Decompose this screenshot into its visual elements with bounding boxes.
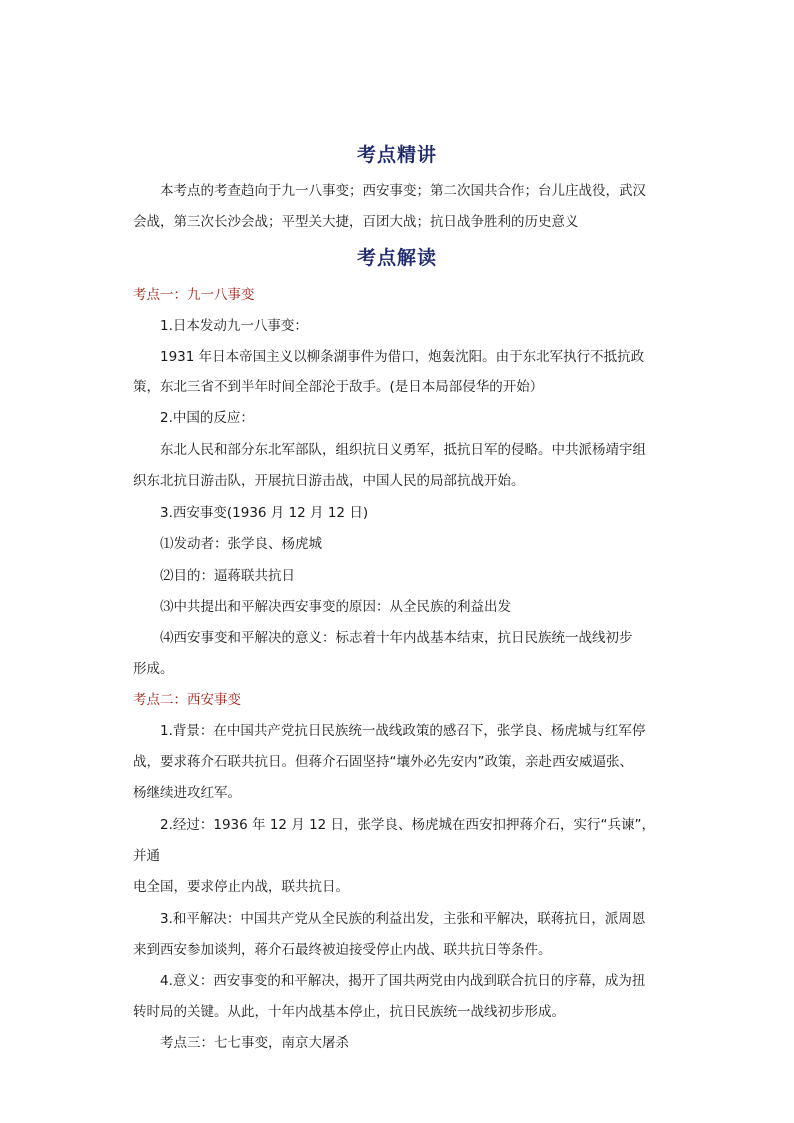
sub-item: ⑴发动者：张学良、杨虎城 <box>160 536 322 552</box>
sub-item: ⑶中共提出和平解决西安事变的原因：从全民族的利益出发 <box>160 599 511 615</box>
item-label: 2.中国的反应： <box>160 410 254 426</box>
point-heading-july7-incident: 考点三：七七事变，南京大屠杀 <box>160 1035 349 1051</box>
paragraph-line: 1931 年日本帝国主义以柳条湖事件为借口，炮轰沈阳。由于东北军执行不抵抗政 <box>160 349 645 365</box>
paragraph-line: 2.经过：1936 年 12 月 12 日，张学良、杨虎城在西安扣押蒋介石，实行“兵谏”， <box>160 817 656 833</box>
paragraph-line: 3.和平解决：中国共产党从全民族的利益出发，主张和平解决，联蒋抗日，派周恩 <box>160 911 646 927</box>
paragraph-line: 战，要求蒋介石联共抗日。但蒋介石固坚持“壤外必先安内”政策，亲赴西安威逼张、 <box>133 754 633 770</box>
item-label: 3.西安事变(1936 月 12 月 12 日) <box>160 505 369 521</box>
point-heading-918-incident: 考点一：九一八事变 <box>133 287 255 303</box>
paragraph-line: 形成。 <box>133 661 174 677</box>
paragraph-line: 东北人民和部分东北军部队，组织抗日义勇军，抵抗日军的侵略。中共派杨靖宇组 <box>160 442 646 458</box>
paragraph-line: 4.意义：西安事变的和平解决，揭开了国共两党由内战到联合抗日的序幕，成为扭 <box>160 973 646 989</box>
paragraph-line: 转时局的关键。从此，十年内战基本停止，抗日民族统一战线初步形成。 <box>133 1004 565 1020</box>
paragraph-line: 1.背景：在中国共产党抗日民族统一战线政策的感召下，张学良、杨虎城与红军停 <box>160 723 646 739</box>
paragraph-line: 来到西安参加谈判，蒋介石最终被迫接受停止内战、联共抗日等条件。 <box>133 942 552 958</box>
section-title-interpretation: 考点解读 <box>356 247 437 269</box>
sub-item: ⑷西安事变和平解决的意义：标志着十年内战基本结束，抗日民族统一战线初步 <box>160 630 633 646</box>
intro-paragraph-line: 会战，第三次长沙会战；平型关大捷，百团大战；抗日战争胜利的历史意义 <box>133 214 579 230</box>
sub-item: ⑵目的：逼蒋联共抗日 <box>160 568 295 584</box>
paragraph-line: 杨继续进攻红军。 <box>133 785 241 801</box>
paragraph-line: 织东北抗日游击队，开展抗日游击战，中国人民的局部抗战开始。 <box>133 473 525 489</box>
intro-paragraph-line: 本考点的考查趋向于九一八事变；西安事变；第二次国共合作；台儿庄战役，武汉 <box>160 183 646 199</box>
paragraph-line: 策，东北三省不到半年时间全部沦于敌手。(是日本局部侵华的开始） <box>133 379 544 395</box>
paragraph-line: 并通 <box>133 848 160 864</box>
section-title-exam-points: 考点精讲 <box>356 144 437 166</box>
point-heading-xian-incident: 考点二：西安事变 <box>133 692 241 708</box>
item-label: 1.日本发动九一八事变： <box>160 318 308 334</box>
paragraph-line: 电全国，要求停止内战，联共抗日。 <box>133 879 349 895</box>
